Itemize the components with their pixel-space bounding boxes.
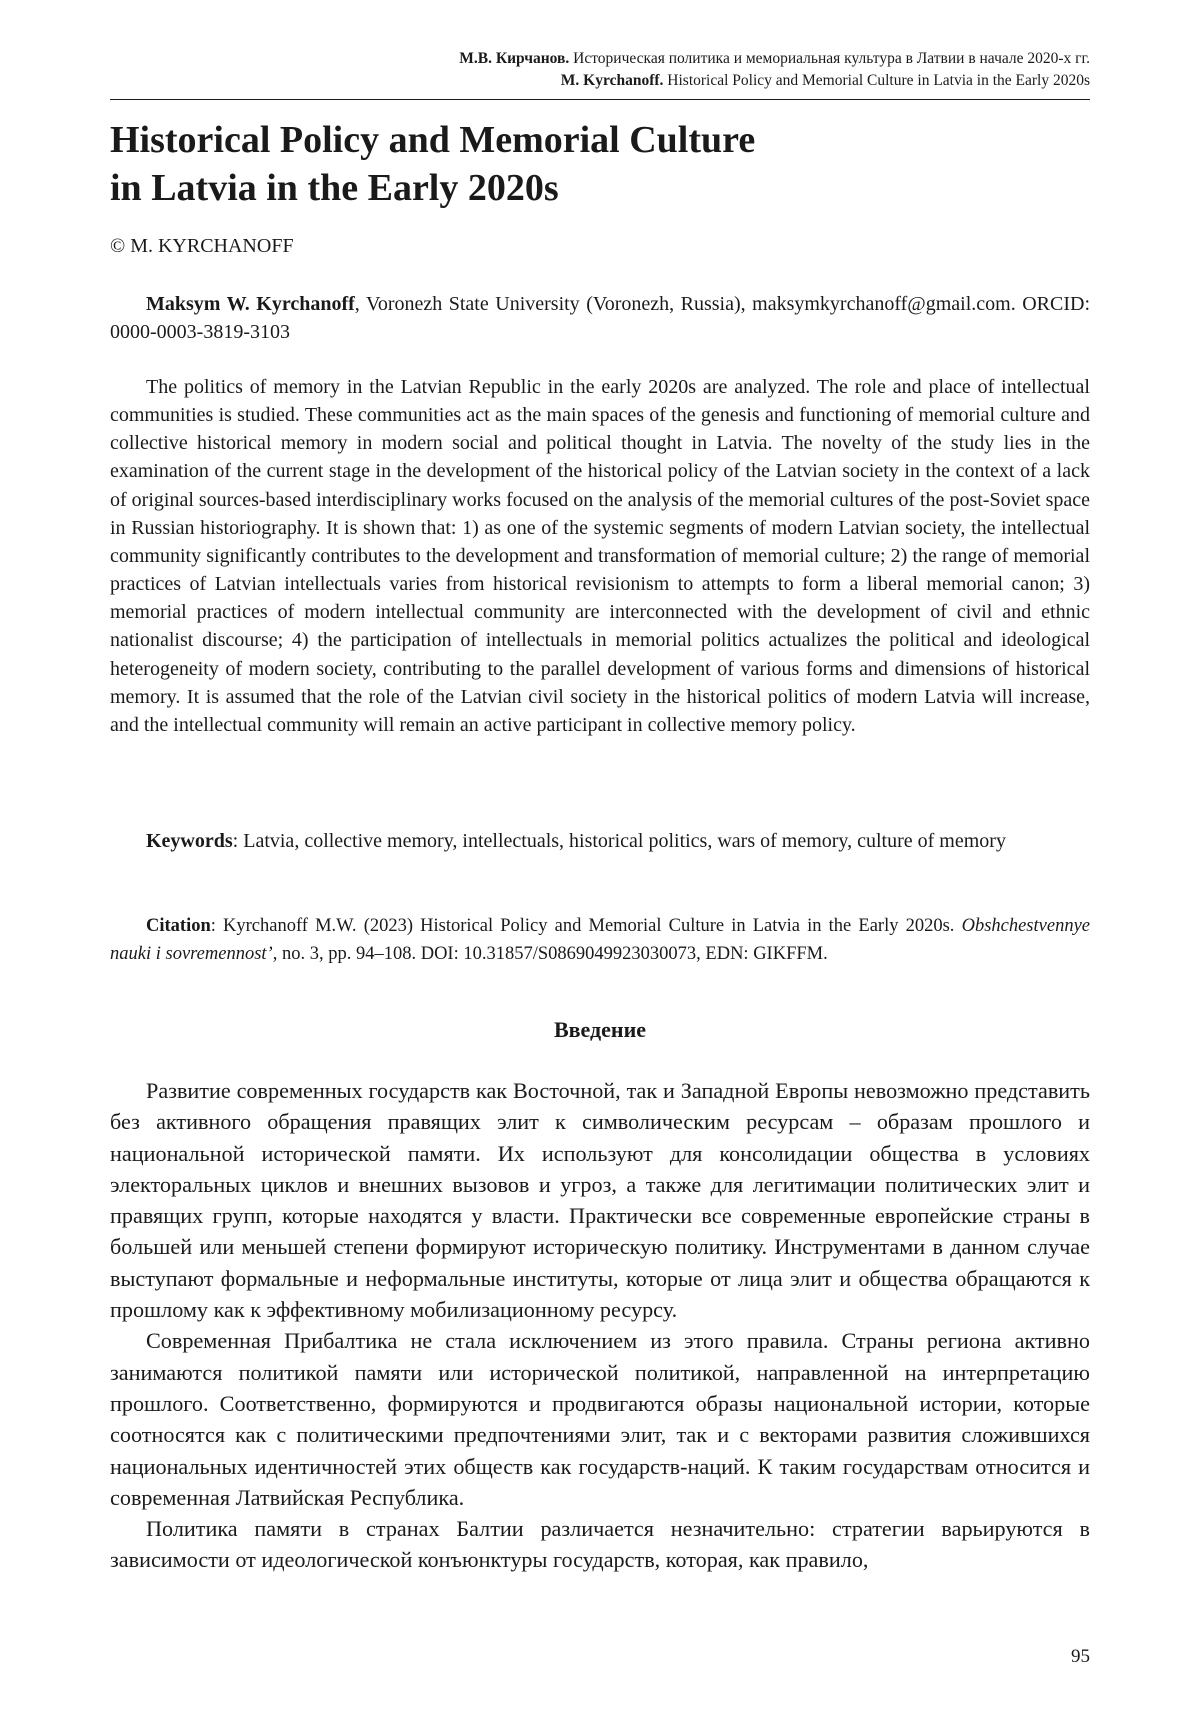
- section-heading: Введение: [553, 1017, 647, 1042]
- keywords-text: : Latvia, collective memory, intellectuals, historical politics, wars of memory, culture of memory: [232, 830, 1006, 852]
- citation-tail: , no. 3, pp. 94–108. DOI: 10.31857/S0869049923030073, EDN: GIKFFM.: [272, 944, 828, 964]
- page-number: 95: [1071, 1646, 1090, 1667]
- running-header-en: [110, 70, 1090, 92]
- body-paragraph: Политика памяти в странах Балтии различается незначительно: стратегии варьируются в зависимости от идеологической конъюнктуры государств, которая, как правило,: [110, 1516, 1090, 1573]
- header-divider: [110, 99, 1090, 100]
- running-header-ru-author: М.В. Кирчанов.: [459, 50, 570, 67]
- copyright-notice: © M. KYRCHANOFF: [110, 235, 294, 257]
- citation-text: : Kyrchanoff M.W. (2023) Historical Policy and Memorial Culture in Latvia in the Early 2020s.: [210, 916, 962, 936]
- citation-journal: Obshchestvennye nauki i sovremennost’: [110, 916, 1090, 964]
- article-title-line-2: in Latvia in the Early 2020s: [110, 167, 559, 209]
- author-info: [110, 290, 1090, 346]
- author-affiliation: , Voronezh State University (Voronezh, Russia), maksymkyrchanoff@gmail.com. ORCID: 0000-0003-3819-3103: [110, 293, 1091, 343]
- article-title: [110, 116, 1090, 212]
- running-header-ru: [110, 48, 1090, 70]
- keywords-label: Keywords: [146, 830, 233, 852]
- article-title-line-1: Historical Policy and Memorial Culture: [110, 119, 756, 161]
- abstract: The politics of memory in the Latvian Republic in the early 2020s are analyzed. The role and place of intellectual communities is studied. These communities act as the main spaces of the genesis and functioning of memorial culture and collective historical memory in modern social and political thought in Latvia. The novelty of the study lies in the examination of the current stage in the development of the historical policy of the Latvian society in the context of a lack of original sources-based interdisciplinary works focused on the analysis of the memorial cultures of the post-Soviet space in Russian historiography. It is shown that: 1) as one of the systemic segments of modern Latvian society, the intellectual community significantly contributes to the development and transformation of memorial culture; 2) the range of memorial practices of Latvian intellectuals varies from historical revisionism to attempts to form a liberal memorial canon; 3) memorial practices of modern intellectual community are interconnected with the development of civil and ethnic nationalist discourse; 4) the participation of intellectuals in memorial politics actualizes the political and ideological heterogeneity of modern society, contributing to the parallel development of various forms and dimensions of historical memory. It is assumed that the role of the Latvian civil society in the historical politics of modern Latvia will increase, and the intellectual community will remain an active participant in collective memory policy.: [110, 376, 1090, 736]
- body-paragraph: Современная Прибалтика не стала исключением из этого правила. Страны региона активно занимаются политикой памяти или исторической политикой, направленной на интерпретацию прошлого. Соответственно, формируются и продвигаются образы национальной истории, которые соотносятся как с политическими предпочтениями элит, так и с векторами развития сложившихся национальных идентичностей этих обществ как государств-наций. К таким государствам относится и современная Латвийская Республика.: [110, 1328, 1090, 1510]
- running-header-en-title: Historical Policy and Memorial Culture in Latvia in the Early 2020s: [663, 72, 1090, 89]
- running-header-en-author: M. Kyrchanoff.: [560, 72, 664, 89]
- body-paragraph: Развитие современных государств как Восточной, так и Западной Европы невозможно представить без активного обращения правящих элит к символическим ресурсам – образам прошлого и национальной исторической памяти. Их используют для консолидации общества в условиях электоральных циклов и внешних вызовов и угроз, а также для легитимации политических элит и правящих групп, которые находятся у власти. Практически все современные европейские страны в большей или меньшей степени формируют историческую политику. Инструментами в данном случае выступают формальные и неформальные институты, которые от лица элит и общества обращаются к прошлому как к эффективному мобилизационному ресурсу.: [110, 1078, 1090, 1323]
- author-name: Maksym W. Kyrchanoff: [146, 293, 355, 315]
- citation: [110, 912, 1090, 968]
- running-header: [110, 48, 1090, 92]
- body-text: [110, 1075, 1090, 1576]
- running-header-ru-title: Историческая политика и мемориальная культура в Латвии в начале 2020-х гг.: [569, 50, 1090, 67]
- keywords: [110, 827, 1090, 855]
- citation-label: Citation: [146, 916, 211, 936]
